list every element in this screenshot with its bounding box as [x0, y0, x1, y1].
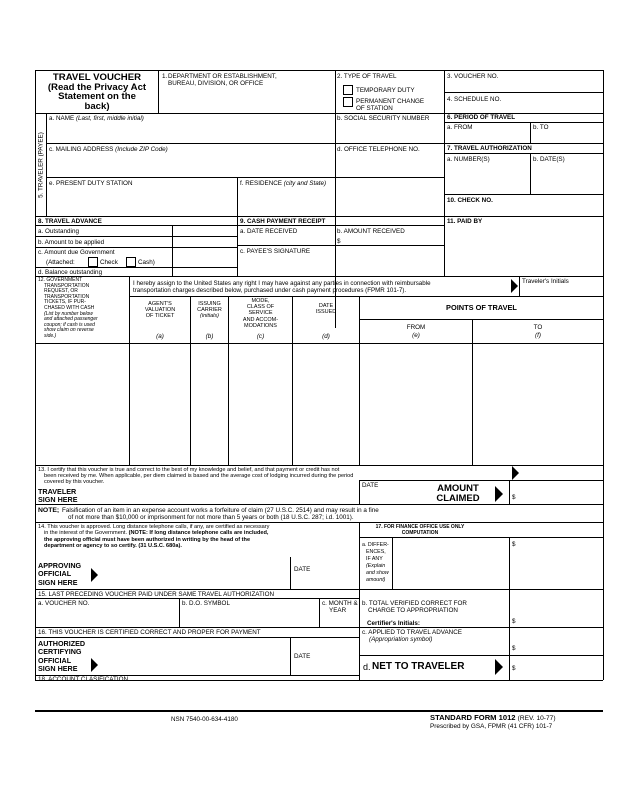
col-header-line: AND ACCOM- — [242, 316, 279, 323]
applied-advance-label: c. APPLIED TO TRAVEL ADVANCE — [362, 629, 462, 636]
total-verified-line: CHARGE TO APPROPRIATION — [368, 607, 458, 615]
certified-date-field[interactable] — [293, 661, 357, 674]
rule — [172, 225, 173, 276]
duty-station-field[interactable] — [48, 188, 235, 215]
col-header-line: ISSUED — [315, 309, 337, 316]
assignment-statement — [133, 280, 431, 295]
dept-label — [168, 73, 277, 87]
residence-label — [240, 180, 326, 187]
temporary-duty-checkbox[interactable] — [343, 85, 353, 95]
differences-italic — [362, 563, 389, 584]
residence-field[interactable] — [239, 188, 443, 215]
total-verified-dollar: $ — [512, 618, 516, 625]
form-number-text: STANDARD FORM 1012 — [430, 713, 516, 722]
rule — [46, 113, 47, 216]
col-header-line: ISSUING — [198, 301, 221, 307]
advance-applied-field[interactable] — [174, 237, 236, 246]
rule — [359, 480, 603, 481]
rule — [444, 92, 603, 93]
differences-line: a. DIFFER- — [362, 542, 389, 548]
rule — [46, 177, 444, 178]
period-to-label: b. TO — [533, 124, 549, 131]
rule — [472, 319, 473, 465]
account-classification-field[interactable] — [37, 684, 602, 708]
gtr-italic-line: and attached passenger — [44, 316, 98, 323]
permanent-change-checkbox[interactable] — [343, 97, 353, 107]
differences-italic-line: and show — [366, 570, 389, 576]
differences-line: ENCES, — [366, 549, 386, 555]
rule — [444, 216, 445, 276]
rule — [509, 480, 510, 504]
mailing-address-text: c. MAILING ADDRESS — [49, 146, 114, 153]
rule — [190, 296, 191, 465]
note-line: Falsification of an item in an expense account works a forfeiture of claim (27 U.S.C. 2514) and may result in a fine — [62, 507, 379, 514]
account-classification-label: 18. ACCOUNT CLASIFICATION — [38, 676, 129, 683]
travelers-initials-field[interactable] — [521, 286, 602, 295]
advance-applied-label: b. Amount to be applied — [38, 239, 105, 246]
dept-num: 1. — [162, 73, 168, 80]
paid-by-field[interactable] — [446, 227, 602, 275]
certified-correct-title: 16. THIS VOUCHER IS CERTIFIED CORRECT AND PROPER FOR PAYMENT — [38, 629, 261, 636]
rule — [35, 113, 603, 114]
certify-line: been received by me. When applicable, per diem claimed is based and the average cost of lodging incurred during the period — [44, 473, 354, 480]
col-e-letter: (e) — [412, 332, 420, 339]
form-revision: (REV. 10-77) — [517, 715, 556, 722]
applied-advance-dollar: $ — [512, 645, 516, 652]
check-no-field[interactable] — [446, 205, 602, 215]
ssn-field[interactable] — [337, 123, 442, 142]
assignment-line: I hereby assign to the United States any right I may have against any parties in connection with reimbursable — [133, 280, 431, 287]
approving-official-label — [38, 562, 81, 587]
from-header: FROM — [406, 324, 426, 331]
approval-note-bold: (NOTE: If long distance telephone calls are included, — [128, 530, 269, 537]
approval-date-field[interactable] — [293, 574, 357, 588]
col-header-line: VALUATION — [144, 307, 176, 314]
col-date-issued-header — [293, 303, 359, 315]
ssn-label: b. SOCIAL SECURITY NUMBER — [337, 115, 430, 122]
footer-rule — [35, 710, 603, 712]
col-header-line: MODE, — [251, 298, 270, 304]
advance-attached-label: (Attached: — [46, 259, 75, 266]
approval-bold-line: the approving official must have been authorized in writing by the head of the — [44, 536, 251, 543]
approval-line — [38, 530, 269, 536]
dept-label-line: DEPARTMENT OR ESTABLISHMENT, — [168, 73, 277, 80]
do-symbol-field[interactable] — [181, 608, 318, 626]
dept-label-line: BUREAU, DIVISION, OR OFFICE — [168, 80, 264, 88]
certifying-signature-field[interactable] — [101, 639, 288, 674]
certifying-line: AUTHORIZED — [38, 639, 86, 648]
schedule-no-label: 4. SCHEDULE NO. — [447, 96, 502, 103]
rule — [290, 557, 291, 589]
rule — [292, 296, 293, 465]
rule — [444, 143, 603, 144]
check-no-label: 10. CHECK NO. — [447, 197, 493, 204]
differences-explain-field[interactable] — [394, 539, 508, 588]
net-to-traveler-label: NET TO TRAVELER — [372, 661, 465, 672]
approving-signature-field[interactable] — [101, 560, 288, 588]
col-a-letter: (a) — [156, 333, 164, 340]
form-title — [38, 73, 156, 111]
rule — [35, 343, 603, 344]
name-hint: (Last, first, middle initial) — [75, 115, 144, 122]
amount-claimed-line: AMOUNT — [437, 483, 479, 494]
rule — [444, 194, 603, 195]
gtr-valuation-field[interactable] — [131, 345, 189, 464]
permanent-change-label — [356, 98, 424, 112]
temporary-duty-label: TEMPORARY DUTY — [356, 87, 415, 94]
gtr-italic-line: (List by number below — [44, 310, 93, 317]
month-year-line: YEAR — [329, 607, 347, 615]
prescribed-by: Prescribed by GSA, FPMR (41 CFR) 101-7 — [430, 723, 553, 730]
do-symbol-label: b. D.O. SYMBOL — [182, 600, 230, 607]
amount-claimed-line: CLAIMED — [436, 493, 480, 504]
amount-claimed-dollar: $ — [512, 494, 516, 501]
auth-dates-label: b. DATE(S) — [533, 156, 565, 163]
payee-signature-field[interactable] — [239, 256, 443, 275]
rule — [35, 637, 359, 638]
rule — [392, 537, 393, 589]
col-header-line: AGENT'S — [148, 301, 172, 307]
gtr-label-line: TICKETS, IF PUR- — [44, 299, 86, 306]
approval-line-text: in the interest of the Government. — [44, 530, 128, 537]
gtr-label-line: TRANSPORTATION — [44, 282, 90, 289]
rule — [359, 296, 360, 465]
note-label: NOTE; — [38, 507, 60, 514]
col-header-line: OF TICKET — [145, 313, 175, 320]
rule — [509, 537, 510, 680]
attached-cash-label: Cash) — [138, 259, 155, 266]
rule — [359, 480, 360, 504]
rule — [158, 70, 159, 113]
gtr-label-line: 12. GOVERNMENT — [38, 277, 83, 283]
travelers-initials-label: Traveler's Initials — [522, 278, 569, 285]
rule — [444, 153, 603, 154]
certifier-initials-label: Certifier's Initials: — [367, 620, 420, 627]
period-from-label: a. FROM — [447, 124, 473, 131]
auth-numbers-field[interactable] — [446, 164, 529, 193]
form-title-line: TRAVEL VOUCHER — [52, 72, 142, 83]
gtr-italic-line: coupon; if cash is used — [44, 321, 95, 328]
rule — [444, 122, 603, 123]
advance-balance-label: d. Balance outstanding — [38, 269, 103, 276]
certify-date-field[interactable] — [361, 490, 431, 503]
month-year-label — [322, 600, 358, 614]
office-phone-field[interactable] — [337, 154, 442, 176]
finance-title-line: COMPUTATION — [401, 530, 439, 536]
advance-outstanding-label: a. Outstanding — [38, 228, 79, 235]
type-of-travel-label: 2. TYPE OF TRAVEL — [337, 73, 397, 80]
last-voucher-no-label: a. VOUCHER NO. — [38, 600, 90, 607]
form-title-line: (Read the Privacy Act — [47, 81, 147, 93]
net-to-traveler-dollar: $ — [512, 665, 516, 672]
certifying-line: CERTIFYING — [38, 647, 82, 657]
col-f-letter: (f) — [535, 332, 541, 339]
nsn-number: NSN 7540-00-634-4180 — [171, 716, 238, 723]
col-agents-valuation-header — [130, 301, 190, 320]
rule — [290, 637, 291, 675]
name-label — [49, 115, 144, 122]
traveler-sign-here-label — [38, 488, 78, 504]
finance-office-title — [360, 524, 480, 536]
arrow-right-icon — [512, 466, 519, 480]
date-received-field[interactable] — [239, 235, 333, 244]
rule — [359, 655, 360, 680]
col-c-letter: (c) — [256, 333, 265, 340]
approval-statement — [38, 524, 269, 550]
total-verified-line: b. TOTAL VERIFIED CORRECT FOR — [362, 600, 467, 607]
differences-line: IF ANY — [366, 556, 383, 562]
rule — [35, 216, 603, 217]
gtr-italic-line: show claim on reverse — [44, 327, 94, 334]
arrow-right-icon — [91, 568, 98, 582]
residence-hint: (city and State) — [283, 180, 327, 187]
approval-bold-line: department or agency to so certify. (31 U.S.C. 680a). — [44, 543, 182, 550]
amount-claimed-field[interactable] — [519, 482, 602, 503]
col-issuing-carrier-header — [191, 301, 228, 320]
col-header-line: CLASS OF — [246, 304, 275, 311]
differences-dollar: $ — [512, 541, 516, 548]
mailing-address-hint: (Include ZIP Code) — [115, 146, 168, 153]
travel-authorization-label: 7. TRAVEL AUTHORIZATION — [447, 145, 532, 152]
rule — [530, 153, 531, 194]
residence-text: f. RESIDENCE — [240, 180, 282, 187]
net-to-traveler-prefix: d. — [363, 662, 371, 672]
gtr-label-italic — [38, 312, 98, 340]
gtr-to-field[interactable] — [474, 345, 602, 464]
gtr-label-line: TRANSPORTATION — [44, 293, 90, 300]
duty-station-label: e. PRESENT DUTY STATION — [49, 180, 133, 187]
traveler-sign-line: TRAVELER — [38, 487, 77, 496]
advance-balance-field[interactable] — [174, 268, 236, 275]
arrow-right-icon — [511, 279, 518, 293]
last-voucher-no-field[interactable] — [37, 608, 178, 626]
amount-claimed-label — [428, 484, 488, 504]
rule — [35, 522, 603, 523]
cash-receipt-title: 9. CASH PAYMENT RECEIPT — [240, 218, 326, 225]
rule — [359, 537, 603, 538]
gtr-label-line: REQUEST, OR — [44, 288, 78, 295]
gtr-mode-field[interactable] — [230, 345, 291, 464]
rule — [35, 276, 603, 277]
rule — [359, 319, 603, 320]
travel-advance-title: 8. TRAVEL ADVANCE — [38, 218, 102, 225]
total-verified-label — [362, 600, 467, 614]
mailing-address-label — [49, 146, 168, 153]
rule — [129, 296, 603, 297]
paid-by-label: 11. PAID BY — [447, 218, 483, 225]
period-from-field[interactable] — [446, 132, 529, 142]
col-header-line: MODATIONS — [244, 322, 277, 329]
certify-line: 13. I certify that this voucher is true and correct to the best of my knowledge and belief, and that payment or credit has not — [38, 467, 340, 473]
mailing-address-field[interactable] — [48, 154, 333, 176]
amount-received-field[interactable] — [344, 235, 442, 244]
gtr-label — [38, 278, 98, 340]
voucher-no-field[interactable] — [446, 81, 602, 91]
rule — [359, 655, 603, 656]
applied-advance-hint: (Appropriation symbol) — [369, 636, 433, 643]
last-voucher-title: 15. LAST PRECEDING VOUCHER PAID UNDER SAME TRAVEL AUTHORIZATION — [38, 591, 275, 598]
auth-dates-field[interactable] — [532, 164, 602, 193]
rule — [35, 70, 603, 71]
advance-due-label: c. Amount due Government — [38, 249, 115, 256]
certify-date-label: DATE — [362, 482, 379, 489]
name-field[interactable] — [48, 123, 333, 142]
auth-numbers-label: a. NUMBER(S) — [447, 156, 490, 163]
rule — [35, 627, 359, 628]
permanent-change-line: OF STATION — [356, 105, 393, 113]
traveler-payee-side-label: 5. TRAVELER (PAYEE) — [37, 132, 45, 198]
certifying-official-label — [38, 640, 85, 674]
col-header-line: (initials) — [200, 313, 219, 320]
amount-received-dollar: $ — [337, 238, 341, 245]
differences-amount-field[interactable] — [519, 539, 602, 588]
traveler-sign-line: SIGN HERE — [38, 495, 78, 504]
col-mode-class-header — [229, 298, 292, 329]
differences-label — [362, 542, 389, 584]
rule — [530, 122, 531, 143]
note-line: of not more than $10,000 or imprisonment for not more than 5 years or both (18 U.S.C. 287; i.d. 1001). — [68, 514, 354, 522]
advance-due-field[interactable] — [174, 248, 236, 266]
col-b-letter: (b) — [205, 333, 214, 340]
assignment-line: transportation charges described below, purchased under cash payment procedures (FPMR 101-7). — [133, 287, 407, 295]
rule — [319, 598, 320, 627]
rule — [179, 598, 180, 627]
period-of-travel-label: 6. PERIOD OF TRAVEL — [447, 114, 516, 121]
col-header-line: SERVICE — [248, 310, 273, 317]
points-of-travel-header: POINTS OF TRAVEL — [446, 303, 517, 312]
differences-italic-line: amount) — [366, 577, 386, 583]
name-label-text: a. NAME — [49, 115, 75, 122]
rule — [519, 276, 520, 296]
attached-check-checkbox[interactable] — [88, 257, 98, 267]
schedule-no-field[interactable] — [446, 104, 602, 112]
arrow-right-icon — [91, 658, 98, 672]
approving-line: APPROVING — [38, 561, 82, 570]
certified-date-label: DATE — [294, 653, 311, 660]
approval-date-label: DATE — [294, 566, 311, 573]
col-d-letter: (d) — [322, 333, 330, 340]
gtr-from-field[interactable] — [361, 345, 471, 464]
col-header-line: DATE — [318, 303, 334, 309]
attached-cash-checkbox[interactable] — [126, 257, 136, 267]
rule — [237, 177, 238, 216]
attached-check-label: Check — [100, 259, 118, 266]
form-title-line: back) — [84, 100, 110, 112]
voucher-no-label: 3. VOUCHER NO. — [447, 73, 499, 80]
approving-line: OFFICIAL — [38, 569, 72, 579]
traveler-signature-field[interactable] — [85, 483, 357, 503]
certify-line: covered by this voucher. — [44, 479, 105, 486]
applied-advance-field[interactable] — [519, 629, 602, 654]
form-title-line: Statement on the — [58, 91, 136, 102]
period-to-field[interactable] — [532, 132, 602, 142]
to-header: TO — [533, 324, 543, 331]
total-verified-field[interactable] — [519, 591, 602, 626]
col-header-line: CARRIER — [197, 307, 222, 314]
approval-line: 14. This voucher is approved. Long distance telephone calls, if any, are certified as necessary — [38, 524, 270, 530]
rule — [603, 70, 604, 680]
differences-italic-line: (Explain — [366, 563, 386, 569]
gtr-label-line: CHASED WITH CASH — [44, 304, 95, 311]
finance-title-line: 17. FOR FINANCE OFFICE USE ONLY — [375, 524, 465, 530]
certifying-line: OFFICIAL — [38, 655, 72, 665]
office-phone-label: d. OFFICE TELEPHONE NO. — [337, 146, 420, 153]
arrow-right-icon — [495, 486, 503, 502]
month-year-line: c. MONTH & — [322, 600, 358, 607]
certifying-line: SIGN HERE — [38, 664, 78, 674]
rule — [35, 504, 603, 505]
payee-signature-label: c. PAYEE'S SIGNATURE — [240, 248, 311, 255]
date-received-label: a. DATE RECEIVED — [240, 228, 298, 235]
amount-received-label: b. AMOUNT RECEIVED — [337, 228, 405, 235]
net-to-traveler-field[interactable] — [519, 657, 602, 679]
approving-line: SIGN HERE — [38, 577, 78, 587]
rule — [359, 589, 603, 590]
advance-outstanding-field[interactable] — [174, 226, 236, 235]
gtr-carrier-field[interactable] — [192, 345, 227, 464]
arrow-right-icon — [495, 659, 503, 675]
rule — [46, 143, 444, 144]
permanent-change-line: PERMANENT CHANGE — [356, 98, 425, 105]
rule — [35, 589, 359, 590]
gtr-date-field[interactable] — [294, 345, 358, 464]
gtr-italic-line: side.) — [44, 332, 57, 339]
note-text — [62, 507, 379, 522]
